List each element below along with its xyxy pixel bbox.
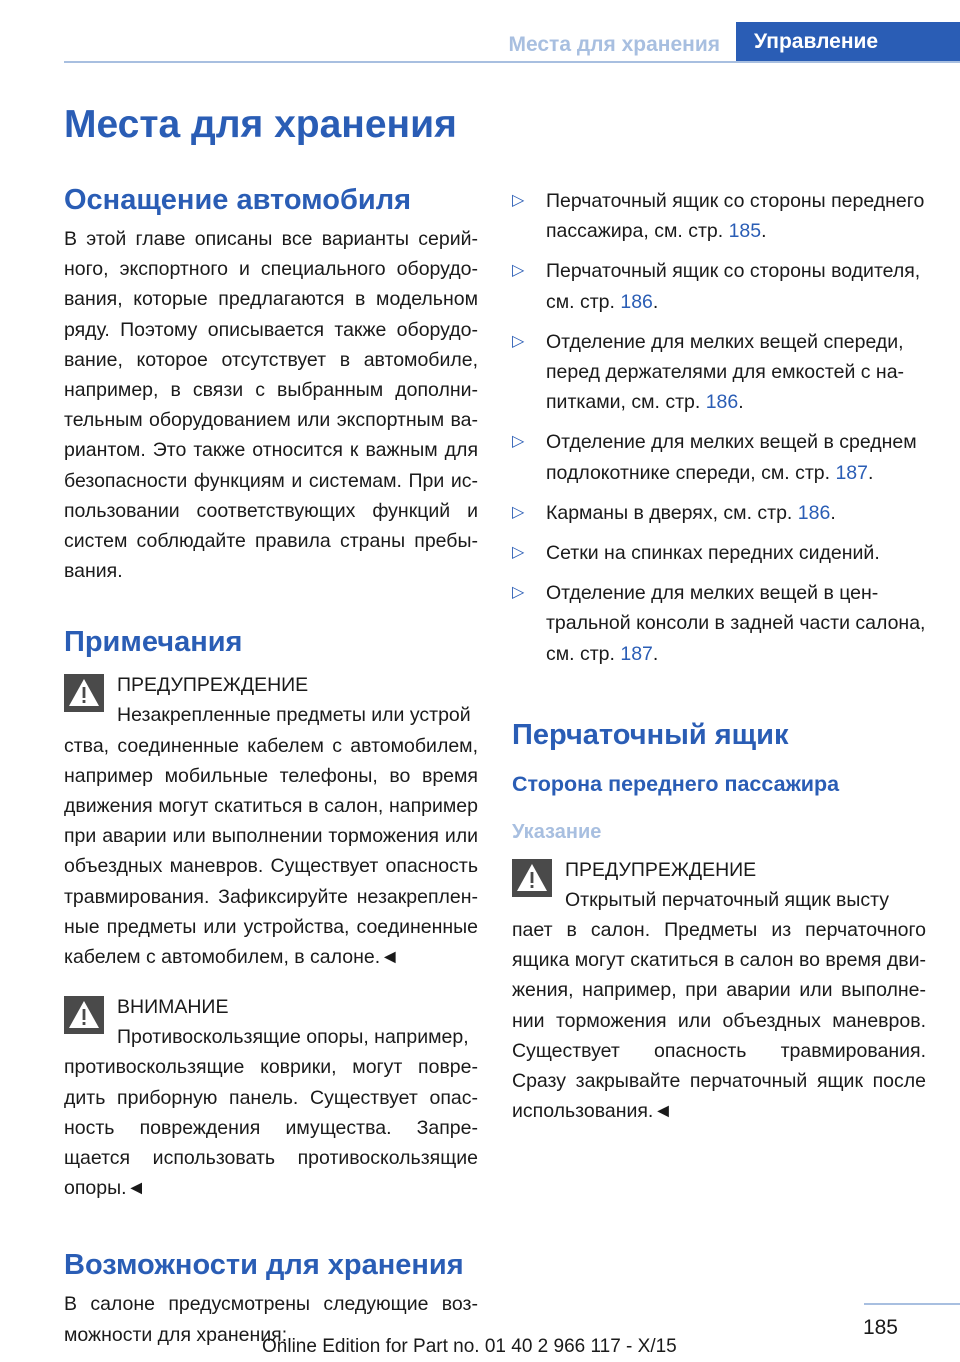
warning-first-line: Незакрепленные предметы или устрой bbox=[117, 704, 471, 727]
page-title: Места для хранения bbox=[64, 103, 457, 146]
warning-first-line: Открытый перчаточный ящик высту bbox=[565, 888, 889, 911]
warning-title: ПРЕДУПРЕЖДЕНИЕ bbox=[117, 674, 309, 697]
page-number: 185 bbox=[862, 1316, 898, 1339]
list-item: ▷ Карманы в дверях, см. стр. 186. bbox=[512, 498, 926, 528]
glovebox-warning-block bbox=[512, 855, 926, 1127]
triangle-bullet-icon: ▷ bbox=[512, 503, 525, 521]
triangle-bullet-icon: ▷ bbox=[512, 262, 525, 280]
page-link[interactable]: 187 bbox=[835, 461, 868, 484]
list-item: ▷ Отделение для мелких вещей спереди, перед держателями для емкостей с напитками, см. стр. 186. bbox=[512, 327, 926, 418]
equipment-text: В этой главе описаны все варианты серийного, экспортного и специального оборудования, которые предлагаются в модельном ряду. Поэтому описывается также оборудование, которое отсутствует в автомобиле, например, в связи с выбранным дополнительным оборудованием или экспортным вариантом. Это также относится к важным для безопасности функциям и системам. При использовании соответствующих функций и систем соблюдайте правила страны пребывания. bbox=[64, 228, 478, 583]
warning-block-1 bbox=[64, 670, 478, 972]
glovebox-subheading: Сторона переднего пассажира bbox=[512, 771, 840, 796]
warning-title: ПРЕДУПРЕЖДЕНИЕ bbox=[565, 858, 757, 881]
list-item: ▷ Отделение для мелких вещей в центральной консоли в задней части салона, см. стр. 187. bbox=[512, 578, 926, 669]
triangle-bullet-icon: ▷ bbox=[512, 192, 525, 209]
storage-heading: Возможности для хранения bbox=[64, 1249, 464, 1282]
list-item: ▷ Отделение для мелких вещей в среднем подлокотнике спереди, см. стр. 187. bbox=[512, 427, 926, 487]
footer-edition: Online Edition for Part no. 01 40 2 966 117 - X/15 bbox=[262, 1336, 677, 1357]
page-link[interactable]: 186 bbox=[705, 391, 739, 414]
caution-text: противоскользящие коврики, могут повредить приборную панель. Существует опасность повреждения имущества. Запрещается использовать противоскользящие опоры.◄ bbox=[64, 1056, 478, 1200]
triangle-bullet-icon: ▷ bbox=[512, 584, 525, 602]
notes-heading: Примечания bbox=[64, 626, 243, 659]
left-column bbox=[64, 180, 478, 1350]
triangle-bullet-icon: ▷ bbox=[512, 433, 525, 451]
list-item: ▷ Перчаточный ящик со стороны переднего пассажира, см. стр. 185. bbox=[512, 186, 926, 246]
footer-divider bbox=[864, 1303, 960, 1305]
warning-text: пает в салон. Предметы из перчаточного ящика могут скатиться в салон во время движения, например, при аварии или выполнении торможения или объездных маневров. Существует опасность травмирования. Сразу закрывайте перчаточный ящик после использования.◄ bbox=[512, 919, 926, 1123]
warning-triangle-icon bbox=[64, 674, 104, 712]
storage-list bbox=[512, 186, 926, 669]
warning-text: ства, соединенные кабелем с автомобилем, например мобильные телефоны, во время движения могут скатиться в салон, например при аварии или выполнении торможения или объездных маневров. Существует опасность травмирования. Зафиксируйте незакрепленные предметы или устройства, соединенные кабелем с автомобилем, в салоне.◄ bbox=[64, 734, 478, 969]
list-item: ▷ Перчаточный ящик со стороны водителя, см. стр. 186. bbox=[512, 256, 926, 316]
note-heading: Указание bbox=[512, 820, 602, 843]
page-link[interactable]: 187 bbox=[620, 642, 653, 665]
right-column bbox=[512, 180, 926, 1126]
page-link[interactable]: 186 bbox=[620, 290, 653, 313]
list-item: ▷ Сетки на спинках передних сидений. bbox=[512, 538, 926, 568]
caution-first-line: Противоскользящие опоры, например, bbox=[117, 1026, 469, 1049]
warning-triangle-icon bbox=[64, 996, 104, 1034]
caution-title: ВНИМАНИЕ bbox=[117, 996, 229, 1019]
header-chapter-tab[interactable]: Управление bbox=[736, 22, 960, 62]
header-section-title: Места для хранения bbox=[508, 33, 720, 56]
glovebox-heading: Перчаточный ящик bbox=[512, 718, 789, 751]
storage-text: В салоне предусмотрены следующие возможности для хранения: bbox=[64, 1293, 478, 1346]
caution-block bbox=[64, 992, 478, 1203]
warning-triangle-icon bbox=[512, 859, 552, 897]
equipment-heading: Оснащение автомобиля bbox=[64, 184, 412, 216]
header-divider bbox=[64, 61, 960, 63]
triangle-bullet-icon: ▷ bbox=[512, 332, 525, 350]
page-link[interactable]: 185 bbox=[728, 220, 762, 243]
page-link[interactable]: 186 bbox=[797, 501, 831, 524]
triangle-bullet-icon: ▷ bbox=[512, 544, 525, 562]
